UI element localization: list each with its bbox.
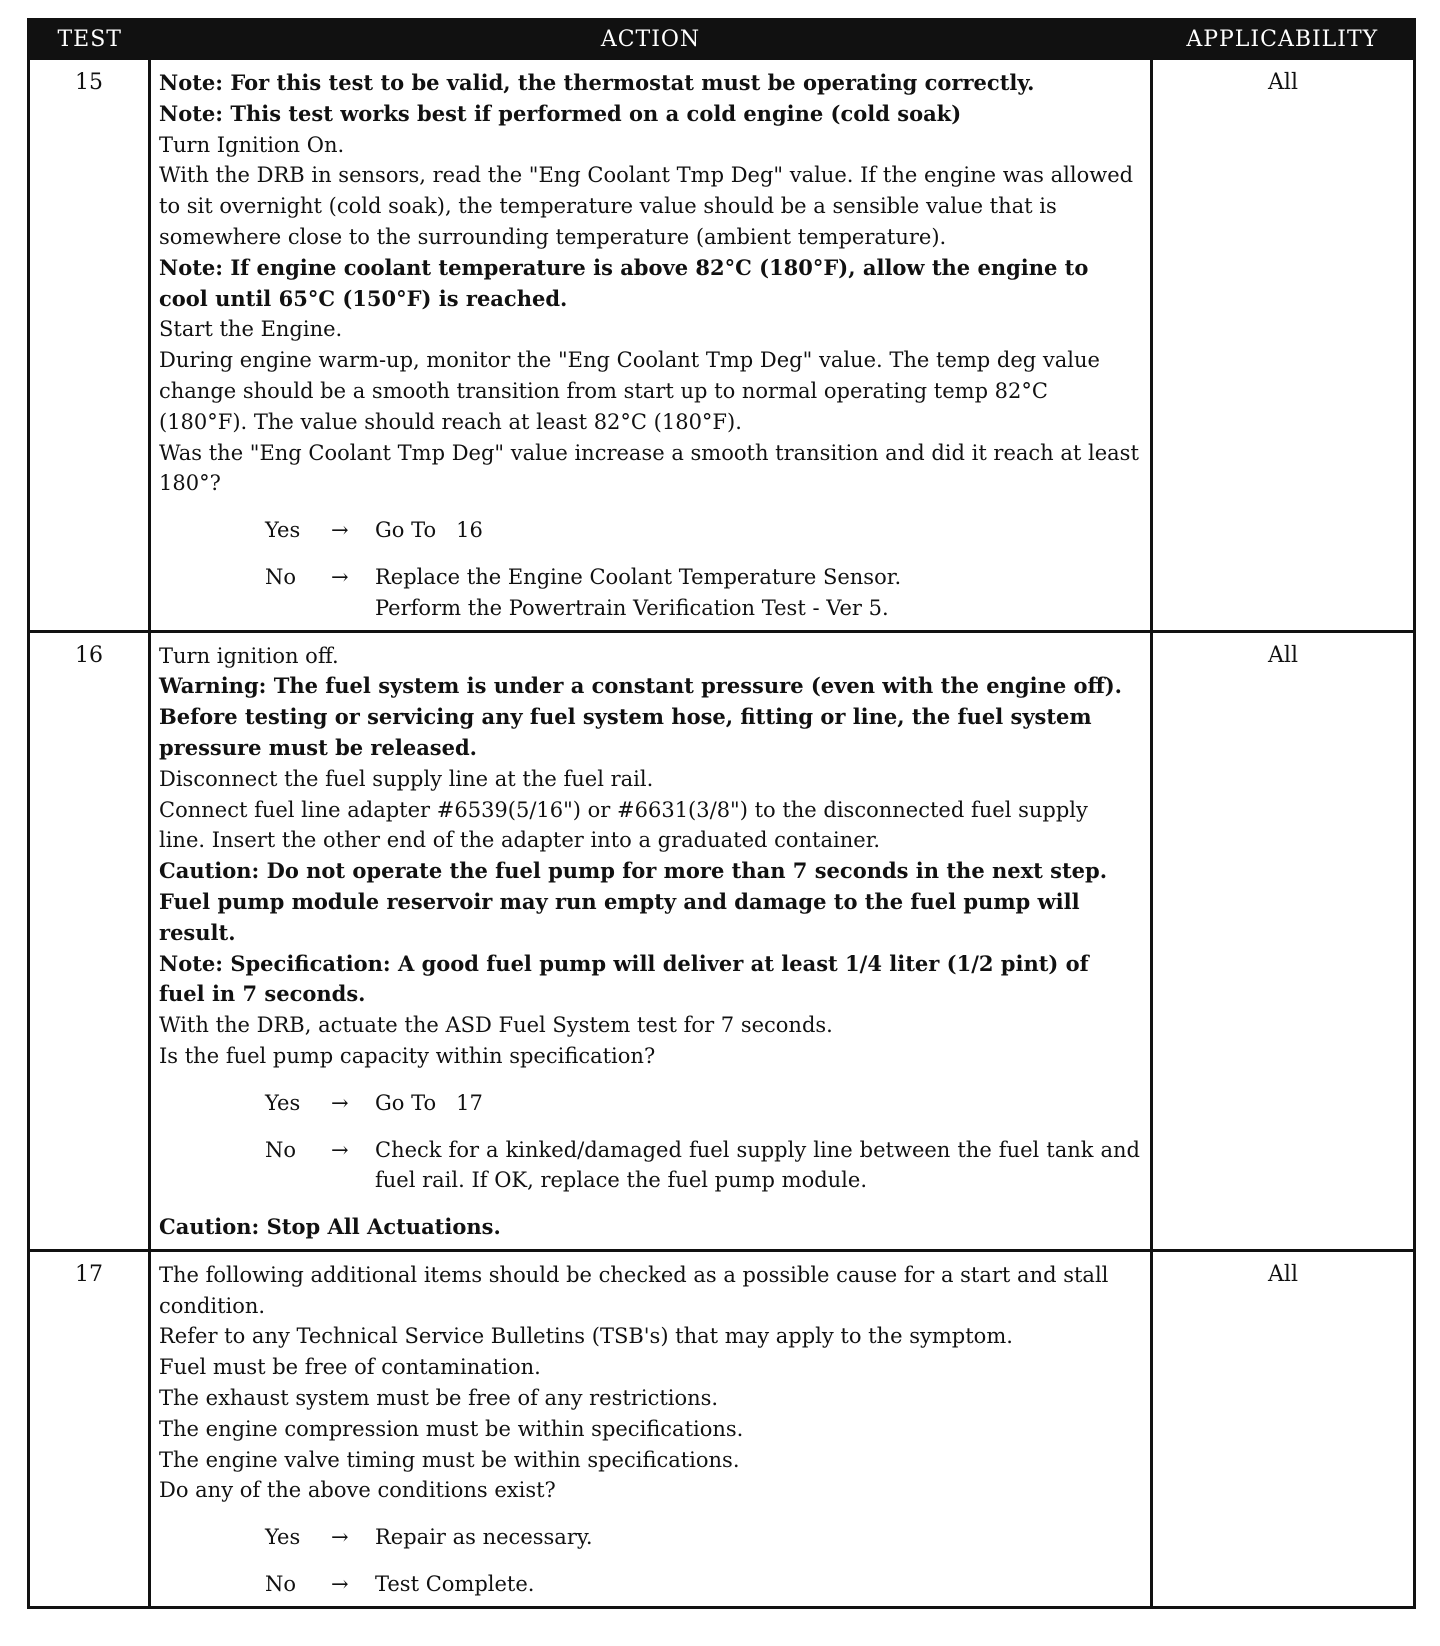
action-line: Disconnect the fuel supply line at the fuel rail. bbox=[159, 766, 654, 791]
action-line: The engine valve timing must be within specifications. bbox=[159, 1447, 740, 1472]
action-line: Caution: Do not operate the fuel pump for more than 7 seconds in the next step. Fuel pump module reservoir may run empty and damage to the fuel pump will result. bbox=[159, 858, 1108, 945]
action-line: Turn Ignition On. bbox=[159, 132, 345, 157]
arrow-icon: → bbox=[331, 1090, 349, 1115]
table-row bbox=[29, 1250, 1415, 1607]
action-line: Is the fuel pump capacity within specification? bbox=[159, 1043, 656, 1068]
result-answer: Yes bbox=[265, 1525, 301, 1550]
result-text: Check for a kinked/damaged fuel supply line between the fuel tank and fuel rail. If OK, replace the fuel pump module. bbox=[375, 1137, 1140, 1193]
action-line: Turn ignition off. bbox=[159, 643, 339, 668]
result-no bbox=[159, 562, 1140, 624]
action-cell bbox=[150, 59, 1152, 632]
result-text-line: Perform the Powertrain Verification Test - Ver 5. bbox=[375, 595, 889, 620]
result-yes bbox=[159, 1088, 1140, 1119]
action-line: Connect fuel line adapter #6539(5/16") or #6631(3/8") to the disconnected fuel supply line. Insert the other end of the adapter into a graduated container. bbox=[159, 797, 1088, 853]
result-text bbox=[375, 562, 1140, 624]
action-line: Was the "Eng Coolant Tmp Deg" value increase a smooth transition and did it reach at least 180°? bbox=[159, 440, 1139, 496]
action-line: Note: For this test to be valid, the thermostat must be operating correctly. bbox=[159, 70, 1035, 95]
header-action: ACTION bbox=[150, 20, 1152, 59]
result-no bbox=[159, 1135, 1140, 1197]
result-no bbox=[159, 1569, 1140, 1600]
applicability-value: All bbox=[1152, 1250, 1415, 1607]
action-line: Note: This test works best if performed on a cold engine (cold soak) bbox=[159, 100, 962, 126]
result-answer: Yes bbox=[265, 1090, 301, 1115]
action-line: Do any of the above conditions exist? bbox=[159, 1478, 556, 1503]
test-number: 15 bbox=[29, 59, 150, 632]
arrow-icon: → bbox=[331, 1137, 349, 1162]
result-text: Test Complete. bbox=[375, 1572, 535, 1597]
diagnostic-table bbox=[27, 18, 1416, 1609]
diagnostic-page bbox=[27, 18, 1413, 1609]
test-number: 16 bbox=[29, 631, 150, 1250]
table-row bbox=[29, 631, 1415, 1250]
result-answer: No bbox=[265, 1137, 297, 1162]
action-line: With the DRB in sensors, read the "Eng Coolant Tmp Deg" value. If the engine was allowed to sit overnight (cold soak), the temperature value should be a sensible value that is somewhere close to the surrounding temperature (ambient temperature). bbox=[159, 163, 1134, 249]
action-line: Warning: The fuel system is under a constant pressure (even with the engine off). Before testing or servicing any fuel system hose, fitting or line, the fuel system pressure must be released. bbox=[159, 673, 1122, 760]
action-line: The following additional items should be checked as a possible cause for a start and stall condition. bbox=[159, 1262, 1109, 1318]
applicability-value: All bbox=[1152, 631, 1415, 1250]
arrow-icon: → bbox=[331, 1572, 349, 1597]
action-line: With the DRB, actuate the ASD Fuel System test for 7 seconds. bbox=[159, 1013, 833, 1038]
header-test: TEST bbox=[29, 20, 150, 59]
action-line: The engine compression must be within specifications. bbox=[159, 1416, 744, 1441]
result-answer: No bbox=[265, 1572, 297, 1597]
result-text: Go To 17 bbox=[375, 1090, 483, 1115]
final-caution: Caution: Stop All Actuations. bbox=[159, 1214, 501, 1240]
result-yes bbox=[159, 1522, 1140, 1553]
action-cell bbox=[150, 631, 1152, 1250]
action-line: Fuel must be free of contamination. bbox=[159, 1355, 541, 1380]
arrow-icon: → bbox=[331, 518, 349, 543]
action-line: Start the Engine. bbox=[159, 317, 343, 342]
header-applicability: APPLICABILITY bbox=[1152, 20, 1415, 59]
action-cell bbox=[150, 1250, 1152, 1607]
action-line: Note: If engine coolant temperature is above 82°C (180°F), allow the engine to cool until 65°C (150°F) is reached. bbox=[159, 254, 1089, 311]
action-line: Refer to any Technical Service Bulletins (TSB's) that may apply to the symptom. bbox=[159, 1324, 1013, 1349]
test-number: 17 bbox=[29, 1250, 150, 1607]
action-line: The exhaust system must be free of any restrictions. bbox=[159, 1386, 719, 1411]
result-answer: Yes bbox=[265, 518, 301, 543]
arrow-icon: → bbox=[331, 1525, 349, 1550]
result-text: Go To 16 bbox=[375, 518, 483, 543]
table-header-row bbox=[29, 20, 1415, 59]
action-line: Note: Specification: A good fuel pump will deliver at least 1/4 liter (1/2 pint) of fuel in 7 seconds. bbox=[159, 950, 1089, 1007]
arrow-icon: → bbox=[331, 564, 349, 589]
action-line: During engine warm-up, monitor the "Eng Coolant Tmp Deg" value. The temp deg value change should be a smooth transition from start up to normal operating temp 82°C (180°F). The value should reach at least 82°C (180°F). bbox=[159, 348, 1100, 434]
result-yes bbox=[159, 515, 1140, 546]
table-row bbox=[29, 59, 1415, 632]
applicability-value: All bbox=[1152, 59, 1415, 632]
result-text: Repair as necessary. bbox=[375, 1525, 593, 1550]
result-answer: No bbox=[265, 564, 297, 589]
result-text-line: Replace the Engine Coolant Temperature Sensor. bbox=[375, 564, 902, 589]
